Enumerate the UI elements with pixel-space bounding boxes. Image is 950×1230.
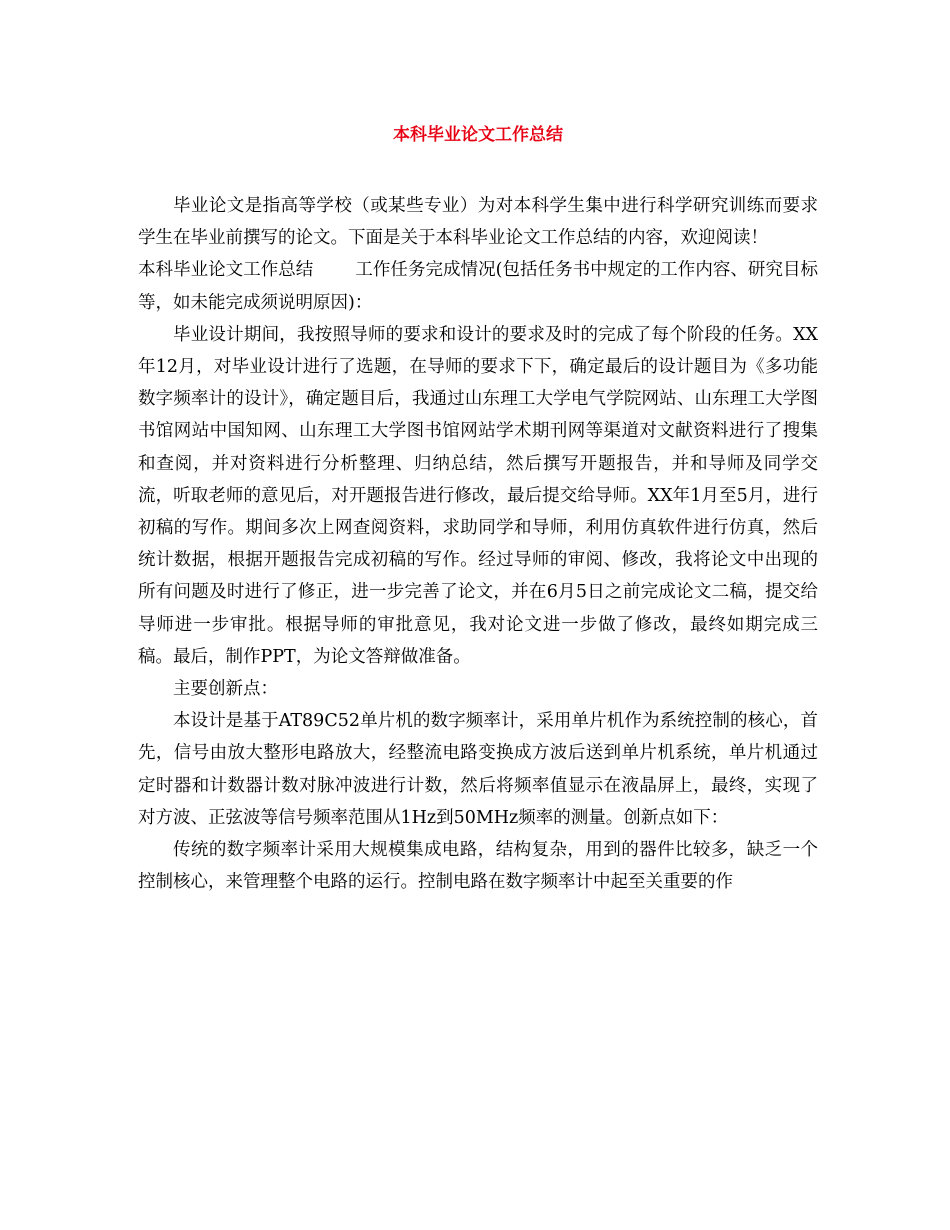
section-heading: 工作任务完成情况(包括任务书中规定的工作内容、研究目标等，如未能完成须说明原因)： [138,260,819,313]
innovation-heading: 主要创新点： [173,679,278,700]
document-page [138,0,818,1230]
traditional-paragraph: 传统的数字频率计采用大规模集成电路，结构复杂，用到的器件比较多，缺乏一个控制核心，来管理整个电路的运行。控制电路在数字频率计中起至关重要的作 [138,840,818,893]
section-label: 本科毕业论文工作总结 [138,260,314,281]
document-body [138,190,818,898]
intro-paragraph: 毕业论文是指高等学校（或某些专业）为对本科学生集中进行科学研究训练而要求学生在毕业前撰写的论文。下面是关于本科毕业论文工作总结的内容，欢迎阅读！ [138,196,818,249]
design-paragraph: 本设计是基于AT89C52单片机的数字频率计，采用单片机作为系统控制的核心，首先，信号由放大整形电路放大，经整流电路变换成方波后送到单片机系统，单片机通过定时器和计数器计数对脉冲波进行计数，然后将频率值显示在液晶屏上，最终，实现了对方波、正弦波等信号频率范围从1Hz到50MHz频率的测量。创新点如下： [138,711,818,828]
progress-paragraph: 毕业设计期间，我按照导师的要求和设计的要求及时的完成了每个阶段的任务。XX年12月，对毕业设计进行了选题，在导师的要求下下，确定最后的设计题目为《多功能数字频率计的设计》，确定题目后，我通过山东理工大学电气学院网站、山东理工大学图书馆网站中国知网、山东理工大学图书馆网站学术期刊网等渠道对文献资料进行了搜集和查阅，并对资料进行分析整理、归纳总结，然后撰写开题报告，并和导师及同学交流，听取老师的意见后，对开题报告进行修改，最后提交给导师。XX年1月至5月，进行初稿的写作。期间多次上网查阅资料，求助同学和导师，利用仿真软件进行仿真，然后统计数据，根据开题报告完成初稿的写作。经过导师的审阅、修改，我将论文中出现的所有问题及时进行了修正，进一步完善了论文，并在6月5日之前完成论文二稿，提交给导师进一步审批。根据导师的审批意见，我对论文进一步做了修改，最终如期完成三稿。最后，制作PPT，为论文答辩做准备。 [138,324,818,667]
document-title: 本科毕业论文工作总结 [393,125,563,145]
section-paragraph [138,254,818,318]
